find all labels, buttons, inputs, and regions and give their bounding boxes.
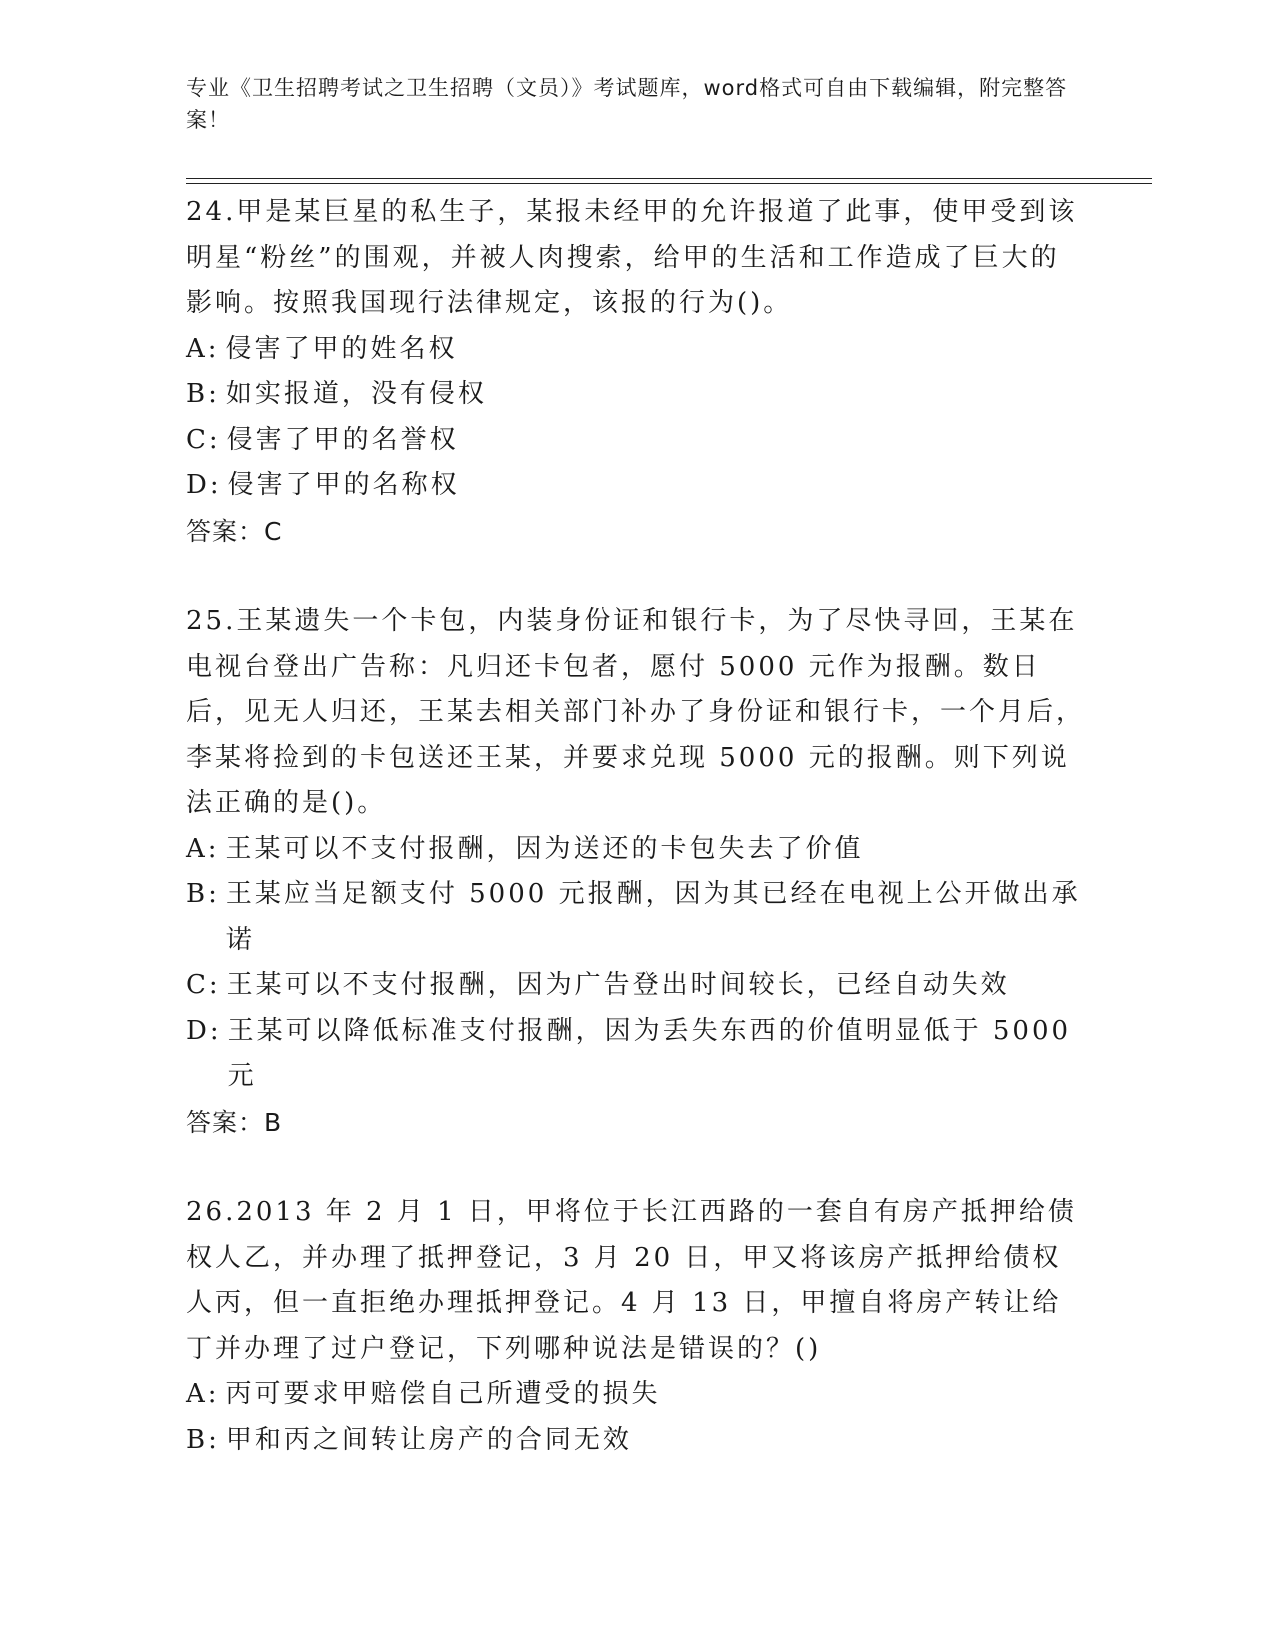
option-letter: B: [186,1424,220,1455]
option-c [186,418,1086,464]
option-d [186,1009,1086,1100]
header-divider-bottom [186,183,1152,184]
answer-line: 答案：B [186,1107,283,1137]
option-b [186,1418,1086,1464]
option-letter: C: [186,424,221,455]
question-stem: 24.甲是某巨星的私生子，某报未经甲的允许报道了此事，使甲受到该明星“粉丝”的围观，并被人肉搜索，给甲的生活和工作造成了巨大的影响。按照我国现行法律规定，该报的行为()。 [186,197,1078,318]
document-header: 专业《卫生招聘考试之卫生招聘（文员）》考试题库，word格式可自由下载编辑，附完整答案！ [186,76,1068,132]
option-text: 王某可以不支付报酬，因为广告登出时间较长，已经自动失效 [226,970,1010,1000]
option-text: 侵害了甲的名称权 [227,470,460,500]
option-letter: B: [186,379,220,409]
option-a [186,327,1086,373]
option-letter: D: [186,470,222,500]
option-letter: A: [186,1379,220,1409]
option-d [186,463,1086,509]
question-stem: 25.王某遗失一个卡包，内装身份证和银行卡，为了尽快寻回，王某在电视台登出广告称：凡归还卡包者，愿付 5000 元作为报酬。数日后，见无人归还，王某去相关部门补办了身份证和银行卡，一个月后，李某将捡到的卡包送还王某，并要求兑现 5000 元的报酬。则下列说法正确的是()。 [186,606,1086,818]
option-text: 甲和丙之间转让房产的合同无效 [225,1424,632,1455]
option-b [186,872,1086,963]
option-letter: A: [186,333,220,364]
question-24 [186,190,1086,554]
option-letter: C: [186,970,221,1000]
option-text: 侵害了甲的姓名权 [225,333,458,364]
option-text: 如实报道，没有侵权 [225,379,487,409]
option-letter: D: [186,1015,222,1046]
option-text: 王某可以不支付报酬，因为送还的卡包失去了价值 [225,833,864,864]
question-spacer [186,554,1086,599]
option-text: 王某应当足额支付 5000 元报酬，因为其已经在电视上公开做出承诺 [225,879,1081,955]
option-a [186,827,1086,873]
option-b [186,372,1086,418]
question-25 [186,599,1086,1145]
question-26 [186,1190,1086,1463]
option-a [186,1372,1086,1418]
option-letter: B: [186,879,220,909]
option-text: 侵害了甲的名誉权 [226,424,459,455]
header-divider-top [186,178,1152,179]
option-text: 丙可要求甲赔偿自己所遭受的损失 [225,1379,661,1409]
option-letter: A: [186,833,220,864]
option-c [186,963,1086,1009]
question-spacer [186,1145,1086,1190]
question-stem: 26.2013 年 2 月 1 日，甲将位于长江西路的一套自有房产抵押给债权人乙，并办理了抵押登记，3 月 20 日，甲又将该房产抵押给债权人丙，但一直拒绝办理抵押登记。4 月 13 日，甲擅自将房产转让给丁并办理了过户登记，下列哪种说法是错误的？() [186,1197,1077,1364]
question-list [186,190,1086,1463]
answer-line: 答案：C [186,516,283,546]
option-text: 王某可以降低标准支付报酬，因为丢失东西的价值明显低于 5000 元 [227,1015,1072,1091]
